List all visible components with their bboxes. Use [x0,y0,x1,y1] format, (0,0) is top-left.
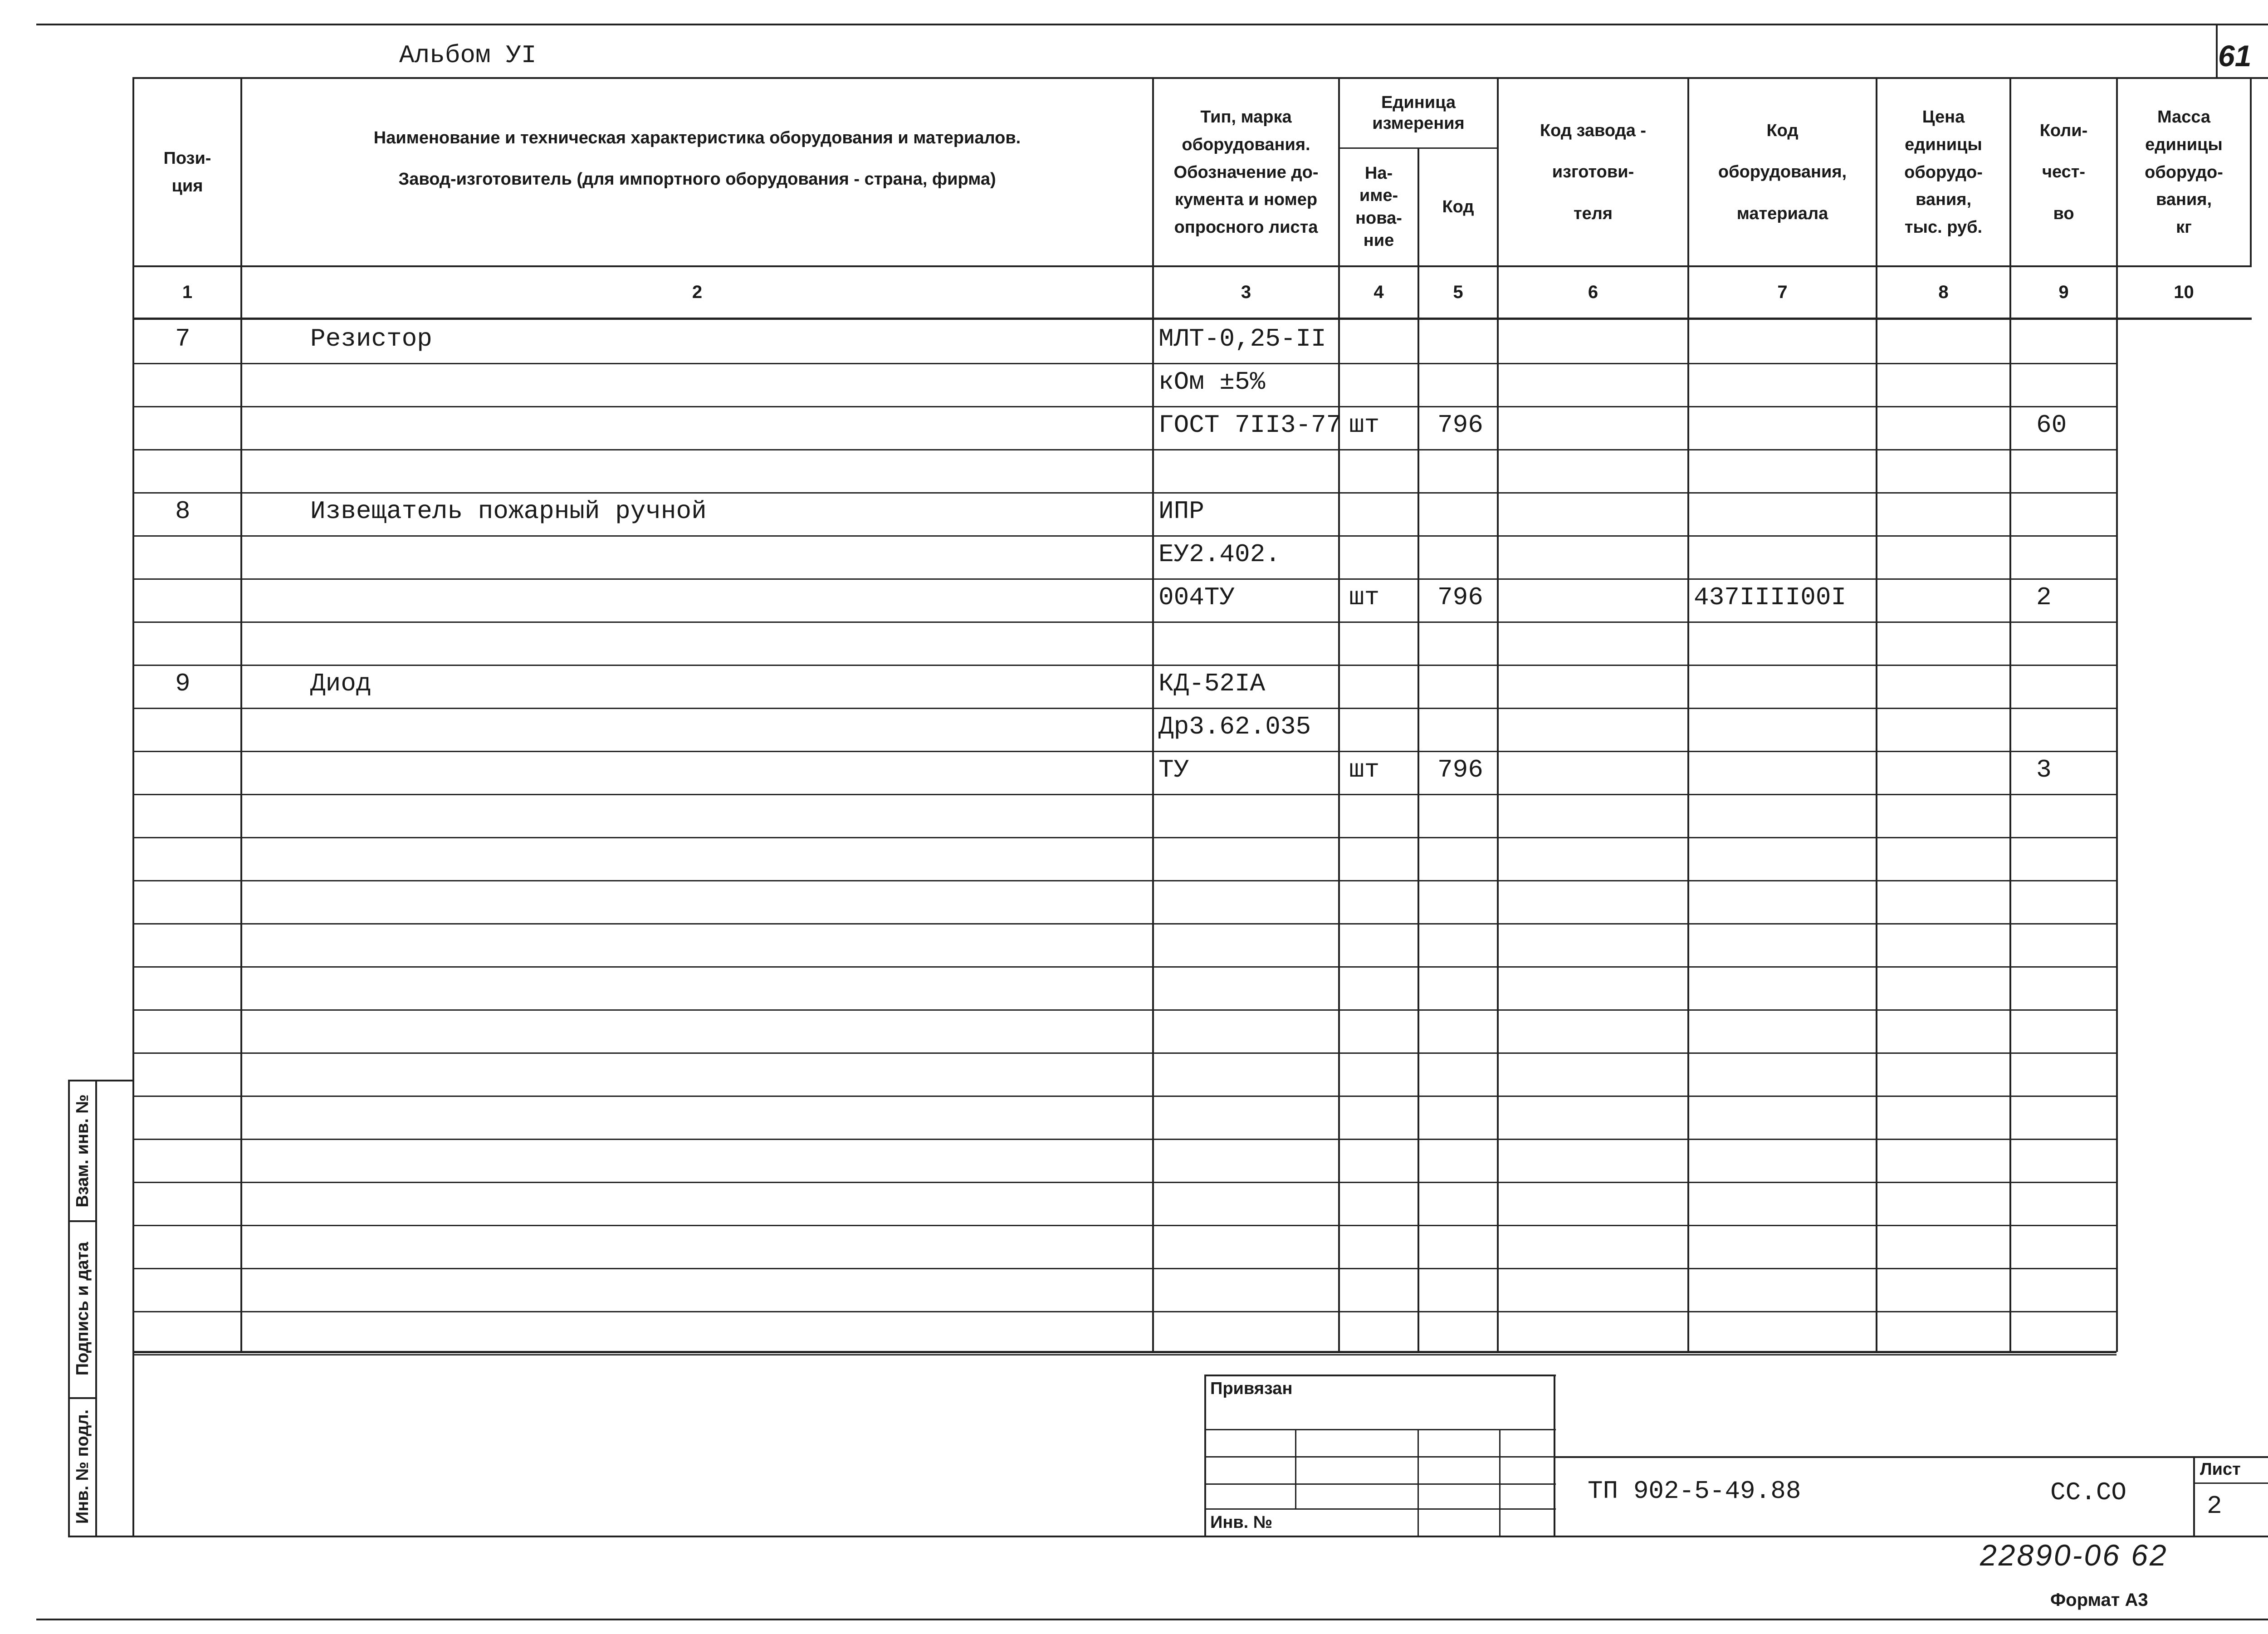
stamp-row-2 [1204,1456,1556,1458]
album-title: Альбом УI [399,41,537,70]
cell-type-designation: ЕУ2.402. [1158,540,1281,569]
cell-quantity: 60 [2036,411,2067,440]
row-line [134,449,2116,450]
stamp-right-line [1554,1375,1555,1536]
signature-date-label: Подпись и дата [73,1242,92,1376]
column-number: 10 [2174,282,2194,302]
row-line [134,1268,2116,1269]
row-line [134,794,2116,795]
stamp-list-left [2193,1456,2195,1536]
paper-format-label: Формат А3 [2050,1590,2148,1610]
bound-label: Привязан [1210,1379,1293,1398]
sheet-corner-number: 61 [2218,39,2252,73]
cell-item-name: Резистор [310,324,432,353]
stamp-code-top [1554,1456,2268,1458]
cell-type-designation: кОм ±5% [1158,367,1266,396]
col-header-unit-code: Код [1442,197,1474,217]
col-line-4 [1418,147,1419,1352]
side-strip-top [68,1080,132,1081]
row-line [134,363,2116,364]
cell-type-designation: КД-52IА [1158,669,1266,698]
column-number: 2 [692,282,703,302]
cell-quantity: 3 [2036,755,2052,784]
column-number: 6 [1588,282,1598,302]
cell-type-designation: Др3.62.035 [1158,712,1311,741]
row-line [134,1052,2116,1054]
row-line [134,665,2116,666]
cell-unit-code: 796 [1437,411,1483,440]
col-header-quantity: Коли- чест- во [2039,121,2088,223]
cell-position: 7 [175,324,191,353]
frame-bottom-line [68,1536,2268,1537]
cell-equipment-code: 437IIII00I [1694,583,1847,612]
stamp-col-3 [1499,1429,1501,1536]
column-number: 5 [1453,282,1463,302]
row-line [134,1311,2116,1312]
column-number: 4 [1374,282,1384,302]
document-suffix: СС.СО [2050,1478,2127,1507]
cell-unit-code: 796 [1437,583,1483,612]
column-number: 8 [1938,282,1949,302]
col-header-unit-name: На- име- нова- ние [1355,163,1402,250]
col-line-10 [2250,77,2252,265]
col-header-position: Пози- ция [163,149,211,196]
row-line [134,966,2116,968]
column-number: 1 [182,282,193,302]
cell-type-designation: ГОСТ 7II3-77 [1158,411,1342,440]
document-code: ТП 902-5-49.88 [1588,1477,1801,1506]
col-header-unit: Единица измерения [1372,93,1465,133]
cell-quantity: 2 [2036,583,2052,612]
original-inv-label: Инв. № подл. [73,1409,92,1524]
handwritten-number: 22890-06 62 [1980,1538,2168,1572]
stamp-row-1 [1204,1429,1556,1430]
row-line [134,535,2116,537]
cell-unit-name: шт [1349,411,1380,440]
row-line [134,708,2116,709]
col-header-mass: Масса единицы оборудо- вания, кг [2145,108,2223,237]
bottom-frame-line [36,1619,2268,1620]
table-top-line [132,77,2268,79]
stamp-left-line [1204,1375,1206,1536]
stamp-row-4 [1204,1508,1556,1510]
col-header-factory-code: Код завода - изготови- теля [1540,121,1647,223]
cell-unit-name: шт [1349,583,1380,612]
col-header-equipment-code: Код оборудования, материала [1718,121,1847,223]
stamp-row-3 [1204,1483,1556,1485]
row-line [134,1182,2116,1183]
cell-position: 9 [175,669,191,698]
corner-box-line [2216,24,2218,78]
cell-item-name: Извещатель пожарный ручной [310,497,707,526]
row-line [134,1096,2116,1097]
stamp-col-1 [1295,1429,1296,1508]
replaced-inv-label: Взам. инв. № [73,1094,92,1208]
col-header-price: Цена единицы оборудо- вания, тыс. руб. [1904,108,1983,237]
row-line [134,751,2116,752]
row-line [134,880,2116,881]
body-bottom-line [134,1351,2116,1353]
top-frame-line [36,24,2268,25]
row-line [134,1354,2116,1355]
stamp-top-line [1204,1375,1556,1376]
column-number: 7 [1777,282,1788,302]
cell-type-designation: ТУ [1158,755,1189,784]
cell-type-designation: МЛТ-0,25-II [1158,324,1326,353]
col-header-name: Наименование и техническая характеристика оборудования и материалов. Завод-изготовитель (для импортного оборудования - страна, фирма) [373,128,1021,189]
row-line [134,923,2116,925]
sheet-number: 2 [2207,1492,2222,1521]
stamp-col-2 [1418,1429,1419,1536]
row-line [134,1139,2116,1140]
sheet-label: Лист [2200,1460,2241,1479]
inv-number-label: Инв. № [1210,1513,1273,1532]
row-line [134,1225,2116,1226]
cell-type-designation: ИПР [1158,497,1204,526]
stamp-list-sep [2193,1482,2268,1484]
row-line [134,621,2116,623]
row-line [134,837,2116,838]
cell-position: 8 [175,497,191,526]
cell-type-designation: 004ТУ [1158,583,1235,612]
row-line [134,406,2116,407]
col-header-type: Тип, марка оборудования. Обозначение до- кумента и номер опросного листа [1173,108,1319,237]
row-line [134,1009,2116,1011]
column-number: 9 [2058,282,2069,302]
cell-unit-code: 796 [1437,755,1483,784]
cell-unit-name: шт [1349,755,1380,784]
cell-item-name: Диод [310,669,371,698]
column-number: 3 [1241,282,1251,302]
